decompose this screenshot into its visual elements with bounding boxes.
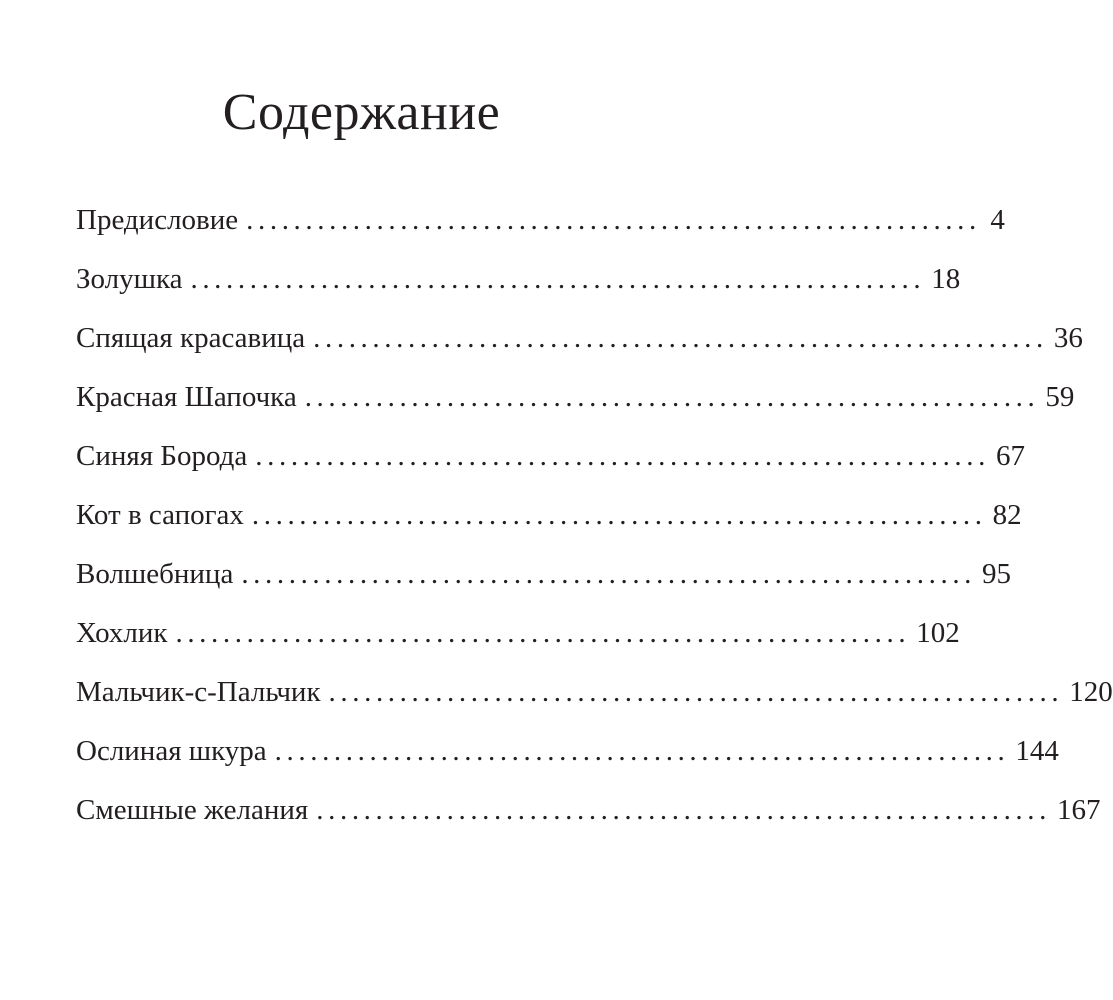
toc-dot-leader: .............................................................. xyxy=(251,499,987,531)
toc-entry-title: Волшебница xyxy=(76,558,234,590)
toc-entry-page-number: 144 xyxy=(1015,735,1059,767)
toc-entry-title: Смешные желания xyxy=(76,794,309,826)
toc-dot-leader: .............................................................. xyxy=(175,617,911,649)
toc-entry-title: Хохлик xyxy=(76,617,168,649)
toc-dot-leader: .............................................................. xyxy=(304,381,1040,413)
toc-entry xyxy=(76,370,1075,429)
toc-entry-title: Ослиная шкура xyxy=(76,735,267,767)
toc-dot-leader: .............................................................. xyxy=(313,322,1048,354)
toc-entry-page-number: 102 xyxy=(916,617,960,649)
toc-entry-page-number: 95 xyxy=(982,558,1012,590)
table-of-contents xyxy=(76,193,1113,842)
toc-entry xyxy=(76,311,1083,370)
toc-dot-leader: .............................................................. xyxy=(246,204,981,236)
toc-dot-leader: .............................................................. xyxy=(274,735,1010,767)
toc-entry xyxy=(76,665,1113,724)
toc-entry-title: Золушка xyxy=(76,263,183,295)
toc-entry-title: Синяя Борода xyxy=(76,440,248,472)
toc-dot-leader: .............................................................. xyxy=(316,794,1051,826)
toc-entry xyxy=(76,429,1025,488)
toc-dot-leader: .............................................................. xyxy=(241,558,977,590)
toc-entry-page-number: 36 xyxy=(1053,322,1083,354)
toc-dot-leader: .............................................................. xyxy=(190,263,926,295)
toc-entry xyxy=(76,193,1005,252)
page-title: Содержание xyxy=(222,84,501,141)
toc-entry xyxy=(76,783,1101,842)
toc-entry-page-number: 4 xyxy=(990,204,1005,236)
toc-entry xyxy=(76,724,1059,783)
toc-entry-page-number: 67 xyxy=(995,440,1025,472)
toc-entry-title: Мальчик-с-Пальчик xyxy=(76,676,321,708)
toc-entry-title: Кот в сапогах xyxy=(76,499,244,531)
toc-entry xyxy=(76,488,1022,547)
toc-entry xyxy=(76,606,960,665)
toc-entry-page-number: 59 xyxy=(1045,381,1075,413)
toc-dot-leader: .............................................................. xyxy=(255,440,990,472)
toc-entry-title: Красная Шапочка xyxy=(76,381,297,413)
toc-entry-page-number: 82 xyxy=(992,499,1022,531)
toc-entry-title: Спящая красавица xyxy=(76,322,306,354)
toc-entry-title: Предисловие xyxy=(76,204,239,236)
toc-dot-leader: .............................................................. xyxy=(328,676,1064,708)
toc-entry-page-number: 167 xyxy=(1056,794,1101,826)
toc-entry-page-number: 18 xyxy=(931,263,961,295)
toc-entry xyxy=(76,547,1012,606)
toc-entry-page-number: 120 xyxy=(1069,676,1113,708)
toc-entry xyxy=(76,252,961,311)
